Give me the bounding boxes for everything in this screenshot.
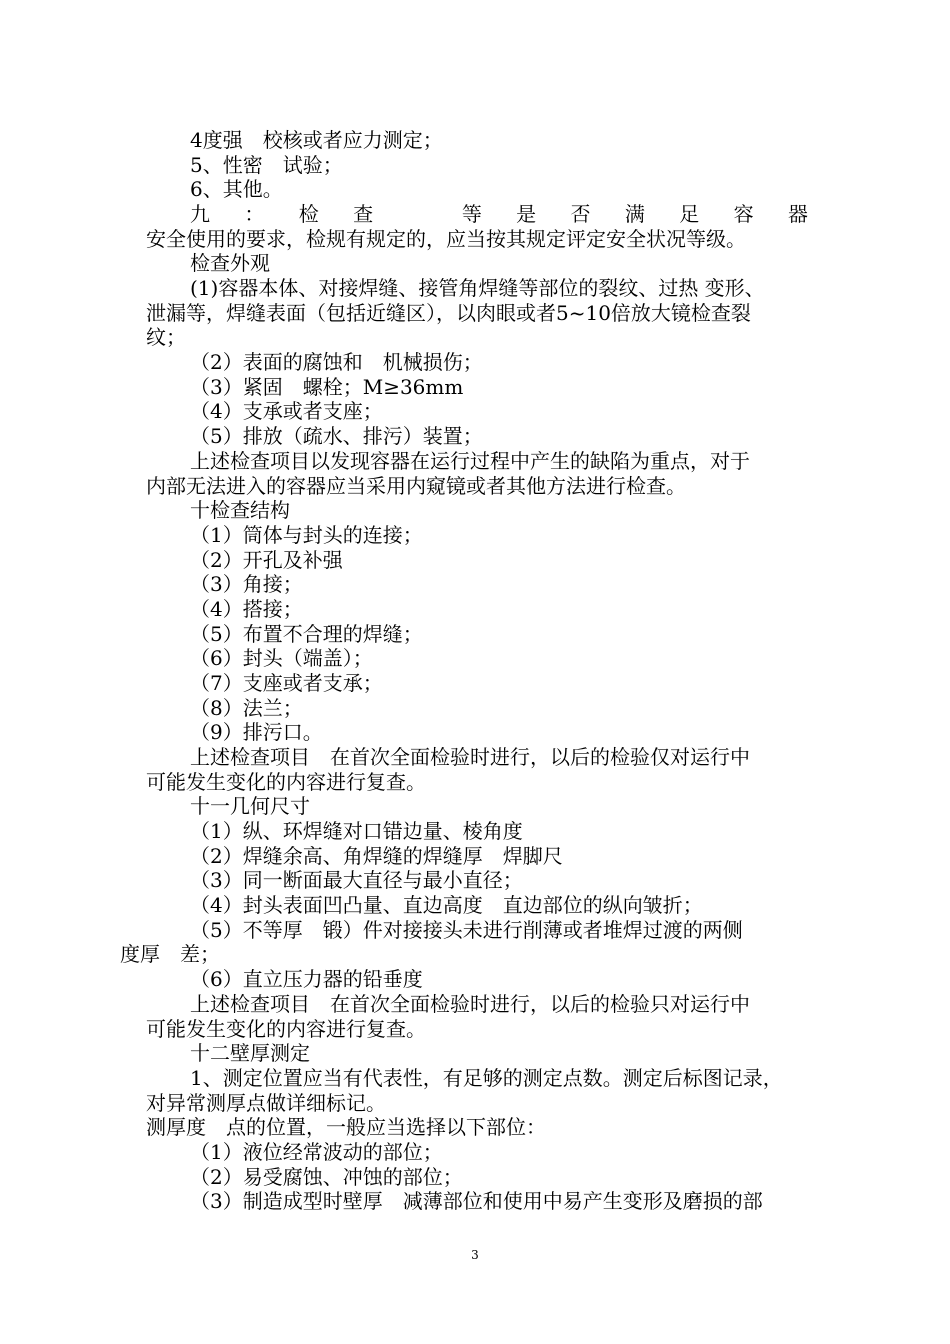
text-line: （5）布置不合理的焊缝； [190, 622, 423, 646]
page-number: 3 [471, 1248, 479, 1262]
text-line: 度厚 差； [120, 942, 220, 966]
text-line: （4）搭接； [190, 597, 303, 621]
text-line: 上述检查项目 在首次全面检验时进行，以后的检验仅对运行中 [190, 745, 750, 769]
text-line: 可能发生变化的内容进行复查。 [146, 770, 426, 794]
text-line: 安全使用的要求，检规有规定的，应当按其规定评定安全状况等级。 [146, 227, 746, 251]
text-line: 九：检查 等是否满足容器 [190, 202, 808, 226]
text-line: 测厚度 点的位置，一般应当选择以下部位： [146, 1115, 546, 1139]
text-line: 可能发生变化的内容进行复查。 [146, 1017, 426, 1041]
text-line: 上述检查项目以发现容器在运行过程中产生的缺陷为重点，对于 [190, 449, 750, 473]
text-line: （3）角接； [190, 572, 303, 596]
text-line: 纹； [146, 325, 186, 349]
text-line: 6、其他。 [190, 177, 283, 201]
text-line: （3）紧固 螺栓；M≥36mm [190, 375, 464, 399]
text-line: 内部无法进入的容器应当采用内窥镜或者其他方法进行检查。 [146, 474, 686, 498]
text-line: （5）排放（疏水、排污）装置； [190, 424, 483, 448]
section-heading: 十一几何尺寸 [190, 794, 310, 818]
text-line: （6）封头（端盖）； [190, 646, 373, 670]
text-line: 上述检查项目 在首次全面检验时进行，以后的检验只对运行中 [190, 992, 750, 1016]
text-line: （8）法兰； [190, 696, 303, 720]
text-line: 1、测定位置应当有代表性，有足够的测定点数。测定后标图记录， [190, 1066, 783, 1090]
text-line: 泄漏等，焊缝表面（包括近缝区），以肉眼或者5~10倍放大镜检查裂 [146, 301, 751, 325]
text-line: （4）支承或者支座； [190, 399, 383, 423]
text-line: （2）开孔及补强 [190, 548, 343, 572]
text-line: （2）焊缝余高、角焊缝的焊缝厚 焊脚尺 [190, 844, 563, 868]
text-line: 5、性密 试验； [190, 153, 343, 177]
text-line: 检查外观 [190, 251, 270, 275]
text-line: （5）不等厚 锻）件对接接头未进行削薄或者堆焊过渡的两侧 [190, 918, 743, 942]
text-line: （3）同一断面最大直径与最小直径； [190, 868, 523, 892]
text-line: 4度强 校核或者应力测定； [190, 128, 443, 152]
text-line: （1）筒体与封头的连接； [190, 523, 423, 547]
text-line: （1）液位经常波动的部位； [190, 1140, 443, 1164]
section-heading: 十二壁厚测定 [190, 1041, 310, 1065]
text-line: （1）纵、环焊缝对口错边量、棱角度 [190, 819, 523, 843]
text-line: （3）制造成型时壁厚 减薄部位和使用中易产生变形及磨损的部 [190, 1189, 763, 1213]
text-line: (1)容器本体、对接焊缝、接管角焊缝等部位的裂纹、过热 变形、 [190, 276, 765, 300]
text-line: （4）封头表面凹凸量、直边高度 直边部位的纵向皱折； [190, 893, 703, 917]
section-heading: 十检查结构 [190, 498, 290, 522]
text-line: （9）排污口。 [190, 720, 323, 744]
text-line: （7）支座或者支承； [190, 671, 383, 695]
text-line: （6）直立压力器的铅垂度 [190, 967, 423, 991]
text-line: （2）易受腐蚀、冲蚀的部位； [190, 1165, 463, 1189]
text-line: （2）表面的腐蚀和 机械损伤； [190, 350, 483, 374]
text-line: 对异常测厚点做详细标记。 [146, 1091, 386, 1115]
